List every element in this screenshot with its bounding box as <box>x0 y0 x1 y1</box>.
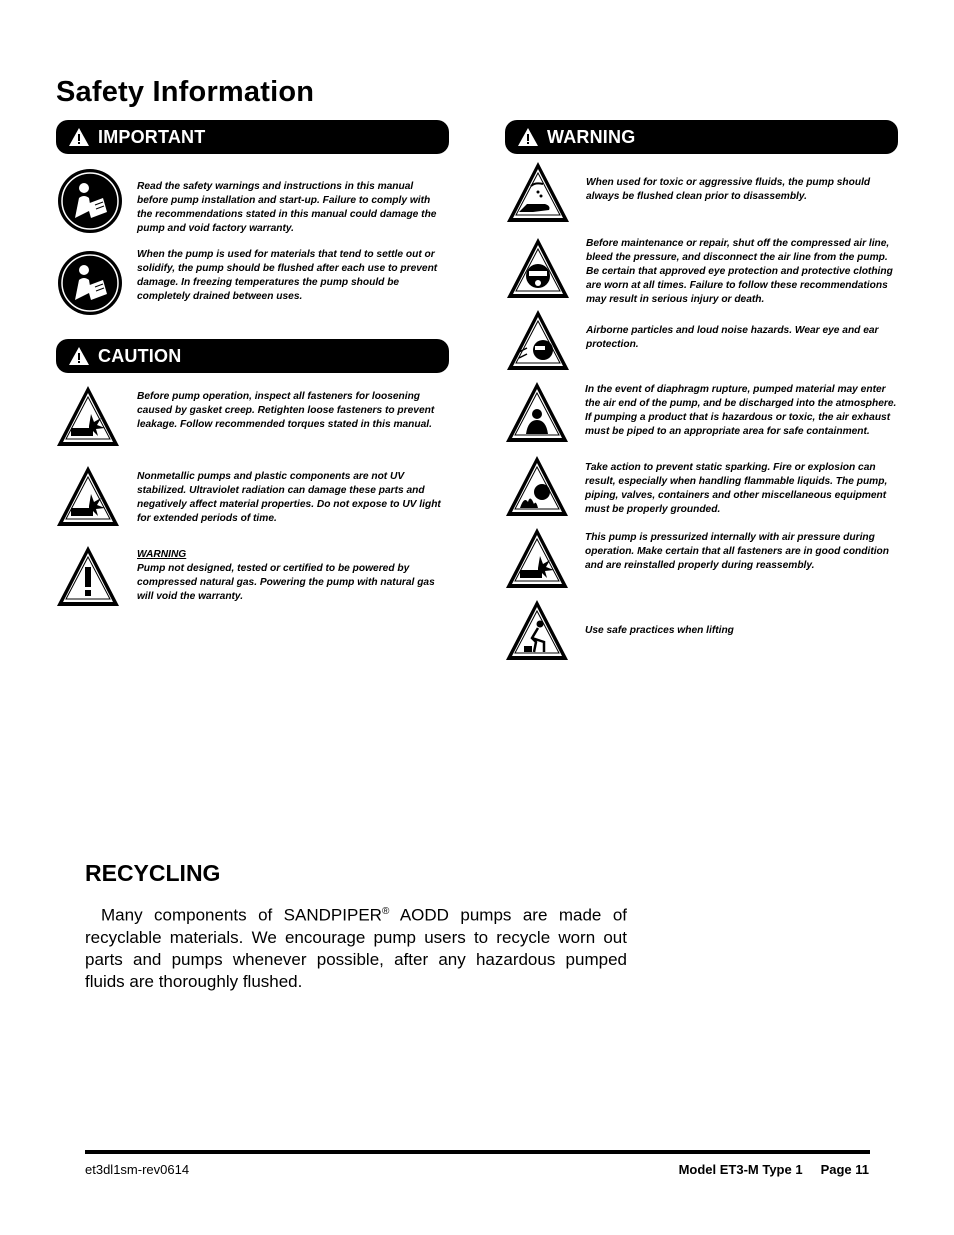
important-text-1: Read the safety warnings and instructions in this manual before pump installation and start-up. Failure to comply with the recommendations stated in this manual could damage the pump and void factory warranty. <box>137 181 437 234</box>
warning-text-7: Use safe practices when lifting <box>585 625 734 636</box>
lifting-hazard-icon <box>504 598 570 664</box>
fire-explosion-icon <box>504 454 570 520</box>
caution-label: CAUTION <box>98 345 182 366</box>
recycling-body-pre: Many components of SANDPIPER <box>101 905 382 925</box>
exclamation-warning-icon <box>55 544 121 610</box>
recycling-body <box>85 901 627 993</box>
warning-triangle-icon <box>517 127 539 147</box>
important-header <box>56 120 449 154</box>
warning-text-1: When used for toxic or aggressive fluids, the pump should always be flushed clean prior to disassembly. <box>586 177 871 202</box>
explosion-hazard-icon <box>55 384 121 450</box>
read-manual-icon <box>57 168 123 234</box>
protective-gear-icon <box>505 236 571 302</box>
important-text-2: When the pump is used for materials that tend to settle out or solidify, the pump should be flushed after each use to prevent damage. In freezing temperatures the pump should be completely drained between uses. <box>137 249 438 302</box>
footer-model: Model ET3-M Type 1 <box>678 1162 803 1177</box>
warning-text-3: Airborne particles and loud noise hazards. Wear eye and ear protection. <box>586 325 879 350</box>
footer-rule <box>85 1150 870 1154</box>
caution-warning-text: Pump not designed, tested or certified to be powered by compressed natural gas. Powering the pump with natural gas will void the warranty. <box>137 563 435 602</box>
warning-text-2: Before maintenance or repair, shut off the compressed air line, bleed the pressure, and disconnect the air line from the pump. Be certain that approved eye protection and protective clothing are worn at all times. Failure to follow these recommendations may result in serious injury or death. <box>586 238 893 305</box>
page-title: Safety Information <box>56 76 315 108</box>
warning-text-4: In the event of diaphragm rupture, pumped material may enter the air end of the pump, and be discharged into the atmosphere. If pumping a product that is hazardous or toxic, the air exhaust must be piped to an appropriate area for safe containment. <box>585 384 897 437</box>
warning-triangle-icon <box>68 127 90 147</box>
important-label: IMPORTANT <box>98 126 206 147</box>
warning-header <box>505 120 898 154</box>
noise-hazard-icon <box>505 308 571 374</box>
read-manual-icon <box>57 250 123 316</box>
recycling-title: RECYCLING <box>85 860 221 886</box>
warning-label: WARNING <box>547 126 636 147</box>
caution-text-2: Nonmetallic pumps and plastic components are not UV stabilized. Ultraviolet radiation can damage these parts and negatively affect material properties. Do not expose to UV light for extended periods of time. <box>137 471 441 524</box>
recycling-body-post: AODD pumps are made of recyclable materials. We encourage pump users to recycle worn out parts and pumps whenever possible, after any hazardous pumped fluids are thoroughly flushed. <box>85 905 627 991</box>
caution-warning-heading: WARNING <box>137 549 187 560</box>
corrosive-hand-icon <box>505 160 571 226</box>
pressure-hazard-icon <box>504 526 570 592</box>
warning-text-5: Take action to prevent static sparking. Fire or explosion can result, especially when handling flammable liquids. The pump, piping, valves, containers and other miscellaneous equipment must be properly grounded. <box>585 462 888 515</box>
registered-mark: ® <box>381 906 390 917</box>
warning-text-6: This pump is pressurized internally with air pressure during operation. Make certain that all fasteners are in good condition and are reinstalled properly during reassembly. <box>585 532 889 571</box>
toxic-exhaust-icon <box>504 380 570 446</box>
caution-header <box>56 339 449 373</box>
warning-triangle-icon <box>68 346 90 366</box>
footer-right <box>679 1162 869 1177</box>
caution-text-1: Before pump operation, inspect all fasteners for loosening caused by gasket creep. Retighten loose fasteners to prevent leakage. Follow recommended torques stated in this manual. <box>137 391 435 430</box>
caution-text-3 <box>137 548 447 604</box>
explosion-hazard-icon <box>55 464 121 530</box>
footer-doc-code: et3dl1sm-rev0614 <box>85 1162 190 1177</box>
footer-page: Page 11 <box>820 1162 869 1177</box>
